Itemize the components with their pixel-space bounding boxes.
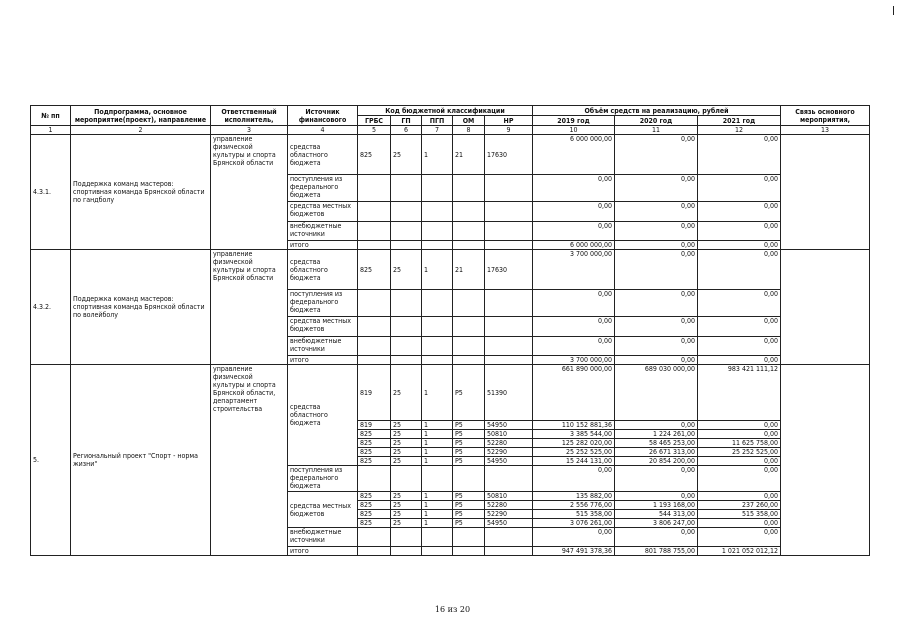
code-grbs: 825: [358, 448, 391, 457]
col-number: 7: [422, 126, 453, 135]
row-number: 4.3.1.: [31, 135, 71, 250]
value-2019: 0,00: [533, 202, 615, 222]
col-number: 2: [71, 126, 211, 135]
code-nr: 54950: [485, 421, 533, 430]
value-2019: 0,00: [533, 466, 615, 492]
value-2020: 0,00: [615, 290, 698, 317]
value-2019: 3 700 000,00: [533, 250, 615, 290]
code-nr: 50810: [485, 430, 533, 439]
value-2021: 0,00: [698, 492, 781, 501]
value-2021: 0,00: [698, 457, 781, 466]
source-regional: средства областного бюджета: [288, 365, 358, 466]
total-2021: 0,00: [698, 356, 781, 365]
measure-name: Поддержка команд мастеров: спортивная команда Брянской области по волейболу: [71, 250, 211, 365]
code-nr: 54950: [485, 519, 533, 528]
budget-table: [30, 105, 870, 556]
value-2020: 0,00: [615, 492, 698, 501]
code-om: P5: [453, 365, 485, 421]
value-2021: 0,00: [698, 290, 781, 317]
total-2019: 6 000 000,00: [533, 241, 615, 250]
header-code-om: ОМ: [453, 116, 485, 126]
source-federal: поступления из федерального бюджета: [288, 466, 358, 492]
source-local: средства местных бюджетов: [288, 202, 358, 222]
value-2019: 125 282 020,00: [533, 439, 615, 448]
value-2019: 3 076 261,00: [533, 519, 615, 528]
total-2019: 947 491 378,36: [533, 547, 615, 556]
code-om: P5: [453, 519, 485, 528]
total-2020: 801 788 755,00: [615, 547, 698, 556]
value-2021: 0,00: [698, 519, 781, 528]
total-2021: 1 021 052 012,12: [698, 547, 781, 556]
code-grbs: 825: [358, 439, 391, 448]
code-grbs: 819: [358, 421, 391, 430]
value-2021: 25 252 525,00: [698, 448, 781, 457]
code-grbs: 825: [358, 430, 391, 439]
code-pgp: 1: [422, 501, 453, 510]
value-2019: 2 556 776,00: [533, 501, 615, 510]
value-2021: 11 625 758,00: [698, 439, 781, 448]
value-2019: 135 882,00: [533, 492, 615, 501]
code-nr: 52290: [485, 448, 533, 457]
page-number: 16 из 20: [434, 605, 471, 614]
code-nr: 52280: [485, 501, 533, 510]
link-cell: [781, 250, 870, 365]
header-code-grbs: ГРБС: [358, 116, 391, 126]
value-2021: 0,00: [698, 430, 781, 439]
value-2019: 3 385 544,00: [533, 430, 615, 439]
col-number: 11: [615, 126, 698, 135]
header-volume-group: Объём средств на реализацию, рублей: [533, 106, 781, 116]
code-om: P5: [453, 510, 485, 519]
code-om: 21: [453, 135, 485, 175]
total-2020: 0,00: [615, 241, 698, 250]
code-nr: 17630: [485, 135, 533, 175]
code-om: P5: [453, 421, 485, 430]
code-gp: 25: [391, 501, 422, 510]
value-2020: 58 465 253,00: [615, 439, 698, 448]
measure-name: Поддержка команд мастеров: спортивная команда Брянской области по гандболу: [71, 135, 211, 250]
code-pgp: 1: [422, 448, 453, 457]
header-year-2019: 2019 год: [533, 116, 615, 126]
code-om: P5: [453, 501, 485, 510]
value-2019: 0,00: [533, 175, 615, 202]
source-total: итого: [288, 356, 358, 365]
header-year-2021: 2021 год: [698, 116, 781, 126]
source-extra: внебюджетные источники: [288, 337, 358, 356]
code-pgp: 1: [422, 510, 453, 519]
code-pgp: 1: [422, 457, 453, 466]
code-grbs: 825: [358, 501, 391, 510]
code-om: P5: [453, 448, 485, 457]
code-pgp: 1: [422, 430, 453, 439]
link-cell: [781, 135, 870, 250]
code-gp: 25: [391, 250, 422, 290]
code-om: P5: [453, 439, 485, 448]
col-number: 9: [485, 126, 533, 135]
col-number: 13: [781, 126, 870, 135]
code-pgp: 1: [422, 365, 453, 421]
value-2021: 0,00: [698, 337, 781, 356]
value-2021: 983 421 111,12: [698, 365, 781, 421]
code-nr: 51390: [485, 365, 533, 421]
code-pgp: 1: [422, 135, 453, 175]
code-grbs: 825: [358, 135, 391, 175]
code-om: P5: [453, 492, 485, 501]
executor: управление физической культуры и спорта Брянской области, департамент строительства: [211, 365, 288, 556]
value-2019: 515 358,00: [533, 510, 615, 519]
value-2020: 544 313,00: [615, 510, 698, 519]
value-2020: 0,00: [615, 222, 698, 241]
table-row: [31, 135, 870, 175]
total-2020: 0,00: [615, 356, 698, 365]
source-regional: средства областного бюджета: [288, 135, 358, 175]
value-2021: 0,00: [698, 175, 781, 202]
col-number: 6: [391, 126, 422, 135]
code-gp: 25: [391, 492, 422, 501]
executor: управление физической культуры и спорта Брянской области: [211, 250, 288, 365]
header-code-pgp: ПГП: [422, 116, 453, 126]
value-2020: 3 806 247,00: [615, 519, 698, 528]
code-gp: 25: [391, 365, 422, 421]
source-extra: внебюджетные источники: [288, 528, 358, 547]
code-grbs: 825: [358, 519, 391, 528]
value-2021: 0,00: [698, 528, 781, 547]
code-nr: 50810: [485, 492, 533, 501]
value-2019: 25 252 525,00: [533, 448, 615, 457]
code-pgp: 1: [422, 439, 453, 448]
header-name: Подпрограмма, основное мероприятие(проект), направление: [71, 106, 211, 126]
value-2021: 0,00: [698, 202, 781, 222]
value-2021: 0,00: [698, 222, 781, 241]
value-2019: 15 244 131,00: [533, 457, 615, 466]
code-pgp: 1: [422, 421, 453, 430]
header-code-nr: НР: [485, 116, 533, 126]
code-nr: 17630: [485, 250, 533, 290]
scan-mark: [893, 6, 894, 15]
code-om: 21: [453, 250, 485, 290]
source-local: средства местных бюджетов: [288, 317, 358, 337]
total-2021: 0,00: [698, 241, 781, 250]
row-number: 4.3.2.: [31, 250, 71, 365]
value-2020: 0,00: [615, 135, 698, 175]
col-number: 12: [698, 126, 781, 135]
value-2019: 0,00: [533, 290, 615, 317]
header-num: № пп: [31, 106, 71, 126]
source-total: итого: [288, 547, 358, 556]
value-2020: 0,00: [615, 175, 698, 202]
code-gp: 25: [391, 448, 422, 457]
value-2021: 0,00: [698, 135, 781, 175]
col-number: 8: [453, 126, 485, 135]
value-2021: 0,00: [698, 317, 781, 337]
header-executor: Ответственный исполнитель,: [211, 106, 288, 126]
col-number: 4: [288, 126, 358, 135]
code-pgp: 1: [422, 492, 453, 501]
code-grbs: 825: [358, 492, 391, 501]
code-nr: 54950: [485, 457, 533, 466]
code-grbs: 819: [358, 365, 391, 421]
value-2020: 0,00: [615, 466, 698, 492]
header-code-group: Код бюджетной классификации: [358, 106, 533, 116]
value-2020: 0,00: [615, 317, 698, 337]
table-row: [31, 250, 870, 290]
source-federal: поступления из федерального бюджета: [288, 290, 358, 317]
value-2020: 0,00: [615, 202, 698, 222]
code-om: P5: [453, 430, 485, 439]
source-federal: поступления из федерального бюджета: [288, 175, 358, 202]
value-2019: 0,00: [533, 222, 615, 241]
source-extra: внебюджетные источники: [288, 222, 358, 241]
table-row: [31, 365, 870, 421]
value-2019: 0,00: [533, 528, 615, 547]
source-total: итого: [288, 241, 358, 250]
code-gp: 25: [391, 421, 422, 430]
code-grbs: 825: [358, 510, 391, 519]
code-nr: 52280: [485, 439, 533, 448]
value-2020: 689 030 000,00: [615, 365, 698, 421]
code-gp: 25: [391, 135, 422, 175]
value-2019: 0,00: [533, 317, 615, 337]
measure-name: Региональный проект "Спорт - норма жизни": [71, 365, 211, 556]
value-2020: 0,00: [615, 250, 698, 290]
value-2021: 515 358,00: [698, 510, 781, 519]
header-year-2020: 2020 год: [615, 116, 698, 126]
value-2020: 0,00: [615, 528, 698, 547]
header-link: Связь основного мероприятия,: [781, 106, 870, 126]
code-pgp: 1: [422, 250, 453, 290]
source-local: средства местных бюджетов: [288, 492, 358, 528]
code-pgp: 1: [422, 519, 453, 528]
value-2020: 1 224 261,00: [615, 430, 698, 439]
row-number: 5.: [31, 365, 71, 556]
value-2020: 20 854 200,00: [615, 457, 698, 466]
value-2020: 1 193 168,00: [615, 501, 698, 510]
code-gp: 25: [391, 510, 422, 519]
code-grbs: 825: [358, 250, 391, 290]
col-number: 10: [533, 126, 615, 135]
col-number: 1: [31, 126, 71, 135]
col-number: 3: [211, 126, 288, 135]
code-gp: 25: [391, 519, 422, 528]
header-source: Источник финансового: [288, 106, 358, 126]
value-2019: 6 000 000,00: [533, 135, 615, 175]
value-2019: 0,00: [533, 337, 615, 356]
executor: управление физической культуры и спорта Брянской области: [211, 135, 288, 250]
value-2019: 661 890 000,00: [533, 365, 615, 421]
value-2021: 0,00: [698, 466, 781, 492]
code-gp: 25: [391, 439, 422, 448]
value-2020: 0,00: [615, 421, 698, 430]
col-number: 5: [358, 126, 391, 135]
value-2020: 26 671 313,00: [615, 448, 698, 457]
value-2020: 0,00: [615, 337, 698, 356]
total-2019: 3 700 000,00: [533, 356, 615, 365]
code-om: P5: [453, 457, 485, 466]
code-gp: 25: [391, 430, 422, 439]
code-nr: 52290: [485, 510, 533, 519]
value-2021: 0,00: [698, 421, 781, 430]
source-regional: средства областного бюджета: [288, 250, 358, 290]
value-2021: 237 260,00: [698, 501, 781, 510]
code-gp: 25: [391, 457, 422, 466]
value-2019: 110 152 881,36: [533, 421, 615, 430]
header-code-gp: ГП: [391, 116, 422, 126]
value-2021: 0,00: [698, 250, 781, 290]
code-grbs: 825: [358, 457, 391, 466]
link-cell: [781, 365, 870, 556]
